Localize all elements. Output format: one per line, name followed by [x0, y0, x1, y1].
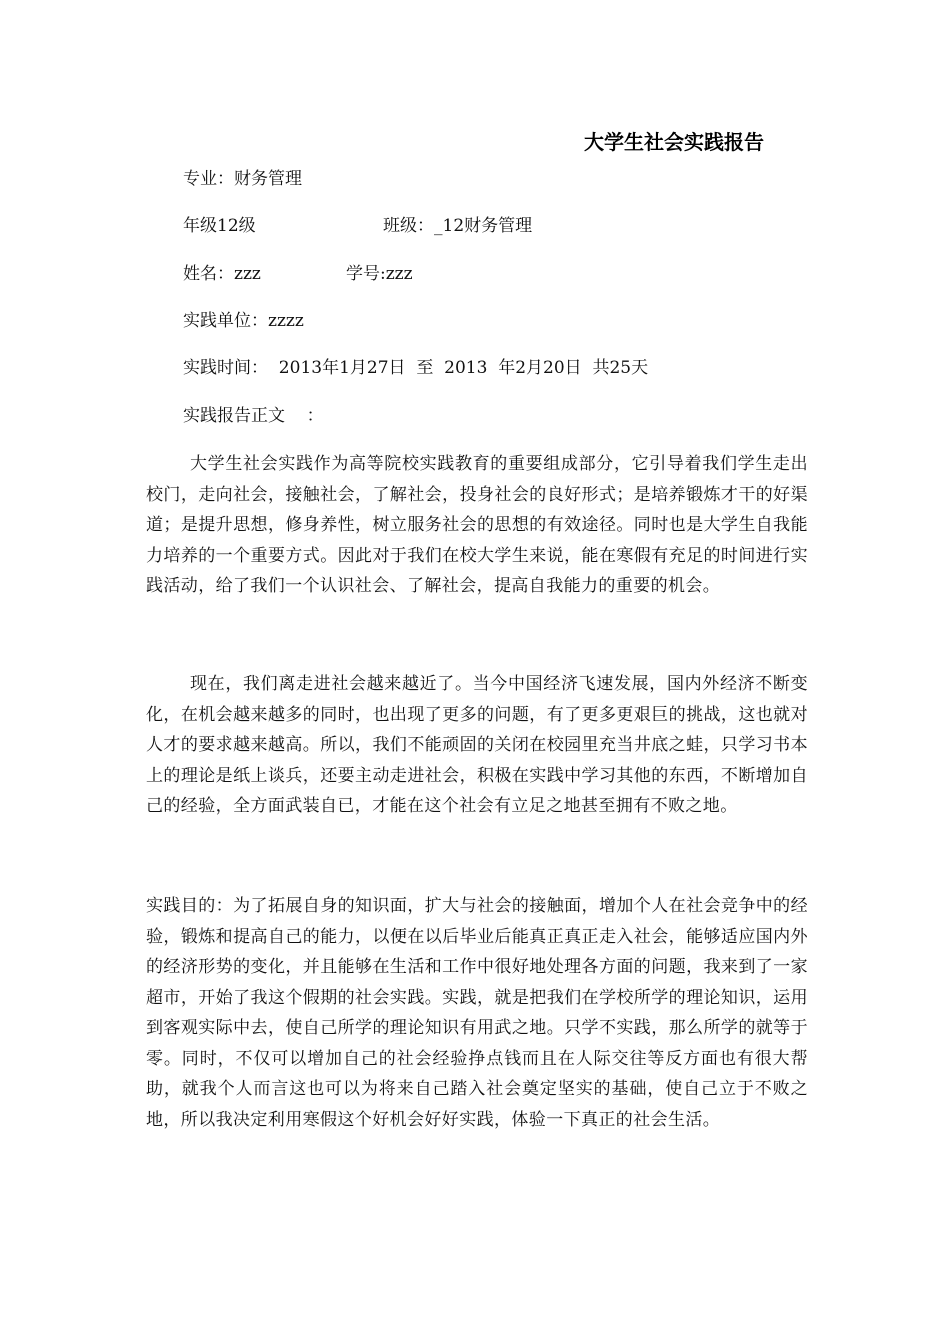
body-paragraph-2: 现在，我们离走进社会越来越近了。当今中国经济飞速发展，国内外经济不断变化，在机会越来越多的同时，也出现了更多的问题，有了更多更艰巨的挑战，这也就对人才的要求越来越高。所以，我们不能顽固的关闭在校园里充当井底之蛙，只学习书本上的理论是纸上谈兵，还要主动走进社会，积极在实践中学习其他的东西，不断增加自己的经验，全方面武装自已，才能在这个社会有立足之地甚至拥有不败之地。	[146, 674, 808, 816]
practice-period-field: 实践时间： 2013年1月27日 至 2013 年2月20日 共25天	[183, 358, 649, 378]
body-paragraph-1: 大学生社会实践作为高等院校实践教育的重要组成部分，它引导着我们学生走出校门，走向社会，接触社会，了解社会，投身社会的良好形式；是培养锻炼才干的好渠道；是提升思想，修身养性，树立服务社会的思想的有效途径。同时也是大学生自我能力培养的一个重要方式。因此对于我们在校大学生来说，能在寒假有充足的时间进行实践活动，给了我们一个认识社会、了解社会，提高自我能力的重要的机会。	[146, 454, 808, 596]
grade-field: 年级12级	[183, 216, 256, 236]
major-field: 专业：财务管理	[183, 169, 302, 189]
practice-unit-field: 实践单位：zzzz	[183, 311, 304, 331]
report-title: 大学生社会实践报告	[584, 130, 764, 154]
student-id-field: 学号:zzz	[346, 264, 413, 284]
body-paragraph-3: 实践目的：为了拓展自身的知识面，扩大与社会的接触面，增加个人在社会竞争中的经验，锻炼和提高自己的能力，以便在以后毕业后能真正真正走入社会，能够适应国内外的经济形势的变化，并且能够在生活和工作中很好地处理各方面的问题，我来到了一家超市，开始了我这个假期的社会实践。实践，就是把我们在学校所学的理论知识，运用到客观实际中去，使自己所学的理论知识有用武之地。只学不实践，那么所学的就等于零。同时，不仅可以增加自己的社会经验挣点钱而且在人际交往等反方面也有很大帮助，就我个人而言这也可以为将来自己踏入社会奠定坚实的基础，使自己立于不败之地，所以我决定利用寒假这个好机会好好实践，体验一下真正的社会生活。	[146, 896, 808, 1130]
class-field: 班级：_12财务管理	[383, 216, 533, 236]
report-body-heading: 实践报告正文 ：	[183, 406, 324, 426]
name-field: 姓名：zzz	[183, 264, 261, 284]
